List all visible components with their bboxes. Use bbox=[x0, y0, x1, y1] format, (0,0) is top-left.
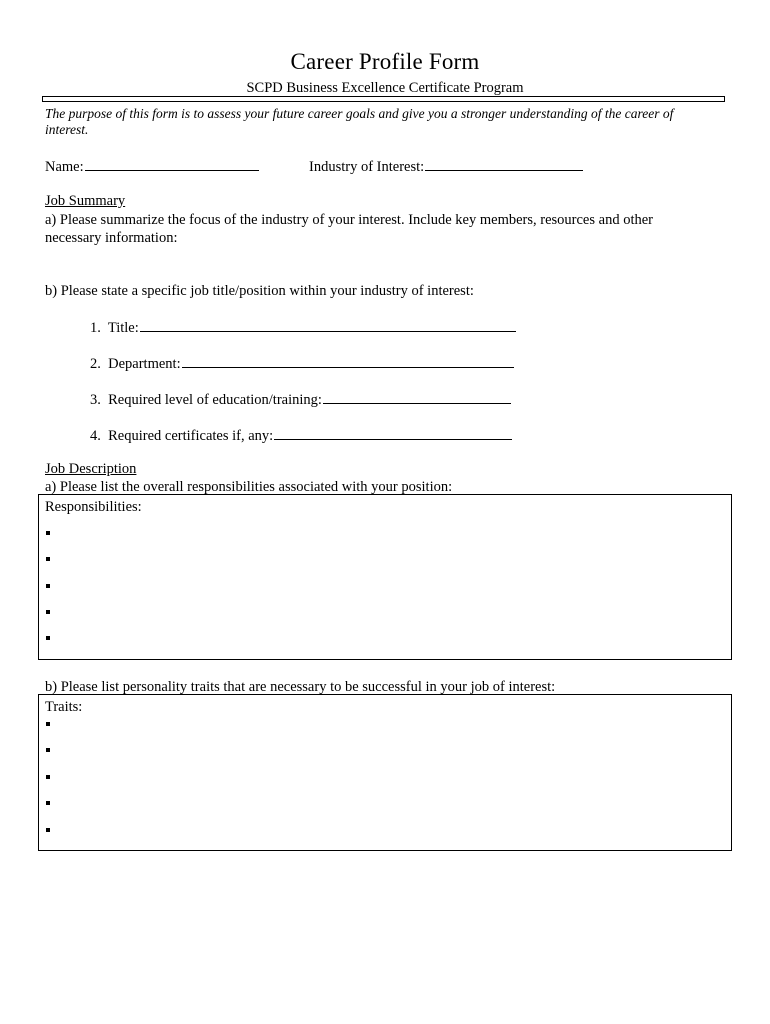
education-input-line[interactable] bbox=[323, 390, 511, 404]
name-field[interactable] bbox=[45, 157, 259, 176]
title-label: Title: bbox=[107, 320, 139, 336]
bullet-icon bbox=[46, 828, 50, 832]
education-label: Required level of education/training: bbox=[108, 392, 322, 408]
bullet-icon bbox=[46, 748, 50, 752]
form-title: Career Profile Form bbox=[290, 49, 480, 74]
item-number: 1. bbox=[90, 320, 101, 336]
industry-field[interactable] bbox=[309, 157, 583, 176]
bullet-icon bbox=[46, 636, 50, 640]
responsibilities-label: Responsibilities: bbox=[45, 499, 142, 515]
bullet-icon bbox=[46, 801, 50, 805]
bullet-icon bbox=[46, 610, 50, 614]
purpose-statement: The purpose of this form is to assess your future career goals and give you a stronger understanding of the career of interest. bbox=[45, 106, 674, 137]
department-input-line[interactable] bbox=[182, 354, 514, 368]
form-subtitle: SCPD Business Excellence Certificate Program bbox=[246, 80, 524, 96]
bullet-icon bbox=[46, 775, 50, 779]
industry-input-line[interactable] bbox=[425, 157, 583, 171]
industry-label: Industry of Interest: bbox=[309, 159, 425, 175]
bullet-icon bbox=[46, 557, 50, 561]
job-summary-heading: Job Summary bbox=[45, 193, 126, 209]
item-number: 2. bbox=[90, 356, 101, 372]
certificates-label: Required certificates if, any: bbox=[108, 428, 274, 444]
department-field[interactable] bbox=[90, 354, 514, 373]
traits-box[interactable] bbox=[38, 694, 732, 851]
responsibilities-box[interactable] bbox=[38, 494, 732, 660]
department-label: Department: bbox=[108, 356, 181, 372]
bullet-icon bbox=[46, 531, 50, 535]
item-number: 4. bbox=[90, 428, 101, 444]
name-label: Name: bbox=[45, 159, 84, 175]
bullet-icon bbox=[46, 722, 50, 726]
job-description-question-b: b) Please list personality traits that are necessary to be successful in your job of interest: bbox=[45, 679, 556, 695]
title-field[interactable] bbox=[90, 318, 516, 337]
bullet-icon bbox=[46, 584, 50, 588]
job-summary-question-b: b) Please state a specific job title/position within your industry of interest: bbox=[45, 283, 474, 299]
title-input-line[interactable] bbox=[140, 318, 516, 332]
item-number: 3. bbox=[90, 392, 101, 408]
education-field[interactable] bbox=[90, 390, 511, 409]
header-divider bbox=[42, 96, 725, 102]
job-summary-question-a: a) Please summarize the focus of the industry of your interest. Include key members, resources and other necessary information: bbox=[45, 212, 653, 246]
name-input-line[interactable] bbox=[85, 157, 259, 171]
certificates-input-line[interactable] bbox=[274, 426, 512, 440]
job-description-heading: Job Description bbox=[45, 461, 137, 477]
job-description-question-a: a) Please list the overall responsibilities associated with your position: bbox=[45, 479, 453, 495]
certificates-field[interactable] bbox=[90, 426, 512, 445]
traits-label: Traits: bbox=[45, 699, 83, 715]
